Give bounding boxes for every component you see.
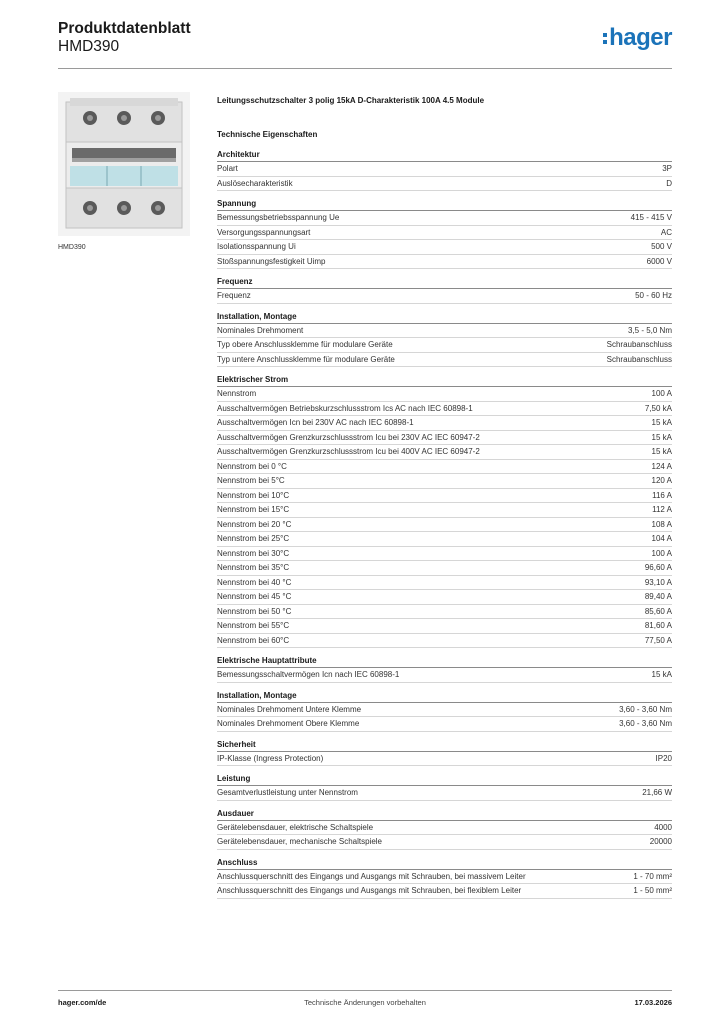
spec-value: 89,40 A xyxy=(644,592,672,602)
spec-value: 415 - 415 V xyxy=(630,213,672,223)
spec-value: 1 - 50 mm² xyxy=(633,886,672,896)
spec-label: Nominales Drehmoment Untere Klemme xyxy=(217,704,362,714)
spec-label: Anschlussquerschnitt des Eingangs und Ausgangs mit Schrauben, bei massivem Leiter xyxy=(217,871,526,881)
spec-row xyxy=(217,703,672,718)
group-title: Sicherheit xyxy=(217,739,672,752)
spec-row xyxy=(217,821,672,836)
spec-value: 6000 V xyxy=(646,256,672,266)
product-code: HMD390 xyxy=(58,38,120,55)
logo-text: hager xyxy=(609,24,672,51)
spec-value: 15 kA xyxy=(651,432,672,442)
spec-row xyxy=(217,240,672,255)
spec-label: Nennstrom bei 5°C xyxy=(217,476,285,486)
spec-row xyxy=(217,489,672,504)
spec-value: 112 A xyxy=(652,505,672,515)
spec-label: Nennstrom bei 25°C xyxy=(217,534,290,544)
spec-row xyxy=(217,226,672,241)
spec-label: Stoßspannungsfestigkeit Uimp xyxy=(217,256,326,266)
spec-row xyxy=(217,619,672,634)
spec-value: 85,60 A xyxy=(644,606,672,616)
spec-label: Nennstrom bei 20 °C xyxy=(217,519,292,529)
spec-row xyxy=(217,717,672,732)
spec-label: Versorgungsspannungsart xyxy=(217,227,311,237)
spec-row xyxy=(217,503,672,518)
spec-value: 21,66 W xyxy=(642,788,672,798)
spec-row xyxy=(217,177,672,192)
spec-value: 96,60 A xyxy=(644,563,672,573)
spec-value: 7,50 kA xyxy=(644,403,672,413)
spec-row xyxy=(217,289,672,304)
group-title: Architektur xyxy=(217,149,672,162)
page-footer xyxy=(58,990,672,1010)
footer-divider xyxy=(58,990,672,991)
spec-label: Gesamtverlustleistung unter Nennstrom xyxy=(217,788,358,798)
spec-group xyxy=(217,808,672,850)
spec-row xyxy=(217,387,672,402)
section-heading: Technische Eigenschaften xyxy=(217,130,318,139)
spec-row xyxy=(217,338,672,353)
spec-value: Schraubanschluss xyxy=(606,354,672,364)
spec-label: Bemessungsschaltvermögen Icn nach IEC 60898-1 xyxy=(217,670,400,680)
spec-row xyxy=(217,547,672,562)
spec-value: 104 A xyxy=(651,534,672,544)
spec-row xyxy=(217,752,672,767)
spec-value: 500 V xyxy=(651,242,672,252)
spec-row xyxy=(217,605,672,620)
spec-group xyxy=(217,690,672,732)
spec-label: Frequenz xyxy=(217,291,251,301)
spec-row xyxy=(217,324,672,339)
circuit-breaker-image xyxy=(58,92,190,236)
spec-value: 15 kA xyxy=(651,670,672,680)
spec-group xyxy=(217,311,672,368)
spec-content xyxy=(217,95,672,906)
group-title: Leistung xyxy=(217,773,672,786)
spec-group xyxy=(217,198,672,269)
spec-label: Isolationsspannung Ui xyxy=(217,242,296,252)
group-title: Spannung xyxy=(217,198,672,211)
spec-label: IP-Klasse (Ingress Protection) xyxy=(217,753,324,763)
spec-row xyxy=(217,786,672,801)
spec-value: AC xyxy=(660,227,672,237)
spec-label: Nominales Drehmoment xyxy=(217,325,304,335)
logo-dots-icon xyxy=(603,33,607,44)
spec-label: Bemessungsbetriebsspannung Ue xyxy=(217,213,340,223)
spec-groups xyxy=(217,149,672,899)
spec-row xyxy=(217,402,672,417)
header-divider xyxy=(58,68,672,69)
spec-label: Anschlussquerschnitt des Eingangs und Ausgangs mit Schrauben, bei flexiblem Leiter xyxy=(217,886,522,896)
footer-notice: Technische Änderungen vorbehalten xyxy=(304,998,426,1007)
spec-row xyxy=(217,634,672,649)
spec-label: Typ obere Anschlussklemme für modulare Geräte xyxy=(217,340,393,350)
spec-label: Gerätelebensdauer, mechanische Schaltspiele xyxy=(217,837,382,847)
spec-row xyxy=(217,561,672,576)
spec-row xyxy=(217,431,672,446)
spec-value: 20000 xyxy=(649,837,672,847)
spec-label: Ausschaltvermögen Grenzkurzschlussstrom Icu bei 400V AC IEC 60947-2 xyxy=(217,447,480,457)
spec-label: Nennstrom bei 45 °C xyxy=(217,592,292,602)
spec-row xyxy=(217,211,672,226)
spec-label: Nennstrom bei 55°C xyxy=(217,621,290,631)
spec-value: 3,60 - 3,60 Nm xyxy=(619,704,672,714)
spec-label: Nennstrom bei 15°C xyxy=(217,505,290,515)
spec-label: Nennstrom bei 0 °C xyxy=(217,461,287,471)
spec-value: 3P xyxy=(662,164,672,174)
spec-value: 120 A xyxy=(651,476,672,486)
spec-label: Nennstrom xyxy=(217,389,257,399)
group-title: Installation, Montage xyxy=(217,311,672,324)
spec-row xyxy=(217,870,672,885)
spec-value: 3,5 - 5,0 Nm xyxy=(627,325,672,335)
spec-value: 15 kA xyxy=(651,447,672,457)
spec-value: 116 A xyxy=(652,490,672,500)
group-title: Installation, Montage xyxy=(217,690,672,703)
spec-value: 124 A xyxy=(651,461,672,471)
spec-row xyxy=(217,353,672,368)
spec-label: Auslösecharakteristik xyxy=(217,178,293,188)
spec-group xyxy=(217,149,672,191)
group-title: Elektrischer Strom xyxy=(217,374,672,387)
group-title: Elektrische Hauptattribute xyxy=(217,655,672,668)
spec-value: 3,60 - 3,60 Nm xyxy=(619,719,672,729)
spec-row xyxy=(217,532,672,547)
group-title: Frequenz xyxy=(217,276,672,289)
spec-value: 100 A xyxy=(651,548,672,558)
spec-value: 100 A xyxy=(651,389,672,399)
spec-label: Nennstrom bei 40 °C xyxy=(217,577,292,587)
group-title: Anschluss xyxy=(217,857,672,870)
spec-label: Gerätelebensdauer, elektrische Schaltspiele xyxy=(217,822,374,832)
spec-label: Ausschaltvermögen Grenzkurzschlussstrom Icu bei 230V AC IEC 60947-2 xyxy=(217,432,480,442)
spec-label: Nennstrom bei 30°C xyxy=(217,548,290,558)
spec-value: 77,50 A xyxy=(644,635,672,645)
spec-row xyxy=(217,255,672,270)
spec-label: Nominales Drehmoment Obere Klemme xyxy=(217,719,360,729)
spec-label: Ausschaltvermögen Betriebskurzschlussstrom Ics AC nach IEC 60898-1 xyxy=(217,403,473,413)
product-description: Leitungsschutzschalter 3 polig 15kA D-Charakteristik 100A 4.5 Module xyxy=(217,96,485,105)
spec-value: 50 - 60 Hz xyxy=(635,291,672,301)
footer-website[interactable]: hager.com/de xyxy=(58,998,107,1007)
spec-row xyxy=(217,162,672,177)
spec-value: 15 kA xyxy=(651,418,672,428)
spec-value: 93,10 A xyxy=(644,577,672,587)
page-header xyxy=(58,20,672,70)
image-caption: HMD390 xyxy=(58,244,86,251)
footer-date: 17.03.2026 xyxy=(634,998,672,1007)
spec-row xyxy=(217,460,672,475)
group-title: Ausdauer xyxy=(217,808,672,821)
spec-row xyxy=(217,590,672,605)
spec-value: D xyxy=(666,178,672,188)
spec-row xyxy=(217,884,672,899)
hager-logo xyxy=(603,26,672,50)
spec-row xyxy=(217,576,672,591)
spec-label: Typ untere Anschlussklemme für modulare Geräte xyxy=(217,354,395,364)
spec-group xyxy=(217,857,672,899)
spec-label: Ausschaltvermögen Icn bei 230V AC nach IEC 60898-1 xyxy=(217,418,414,428)
spec-row xyxy=(217,474,672,489)
spec-group xyxy=(217,773,672,801)
spec-row xyxy=(217,835,672,850)
spec-value: 4000 xyxy=(654,822,672,832)
spec-group xyxy=(217,655,672,683)
spec-row xyxy=(217,416,672,431)
spec-row xyxy=(217,518,672,533)
document-title: Produktdatenblatt xyxy=(58,20,191,37)
spec-value: 108 A xyxy=(651,519,672,529)
spec-label: Nennstrom bei 60°C xyxy=(217,635,290,645)
spec-group xyxy=(217,276,672,304)
spec-group xyxy=(217,374,672,648)
spec-value: 81,60 A xyxy=(644,621,672,631)
spec-row xyxy=(217,668,672,683)
spec-value: 1 - 70 mm² xyxy=(633,871,672,881)
spec-label: Nennstrom bei 10°C xyxy=(217,490,290,500)
spec-label: Polart xyxy=(217,164,238,174)
spec-label: Nennstrom bei 50 °C xyxy=(217,606,292,616)
spec-value: Schraubanschluss xyxy=(606,340,672,350)
spec-value: IP20 xyxy=(655,753,672,763)
spec-group xyxy=(217,739,672,767)
spec-row xyxy=(217,445,672,460)
spec-label: Nennstrom bei 35°C xyxy=(217,563,290,573)
